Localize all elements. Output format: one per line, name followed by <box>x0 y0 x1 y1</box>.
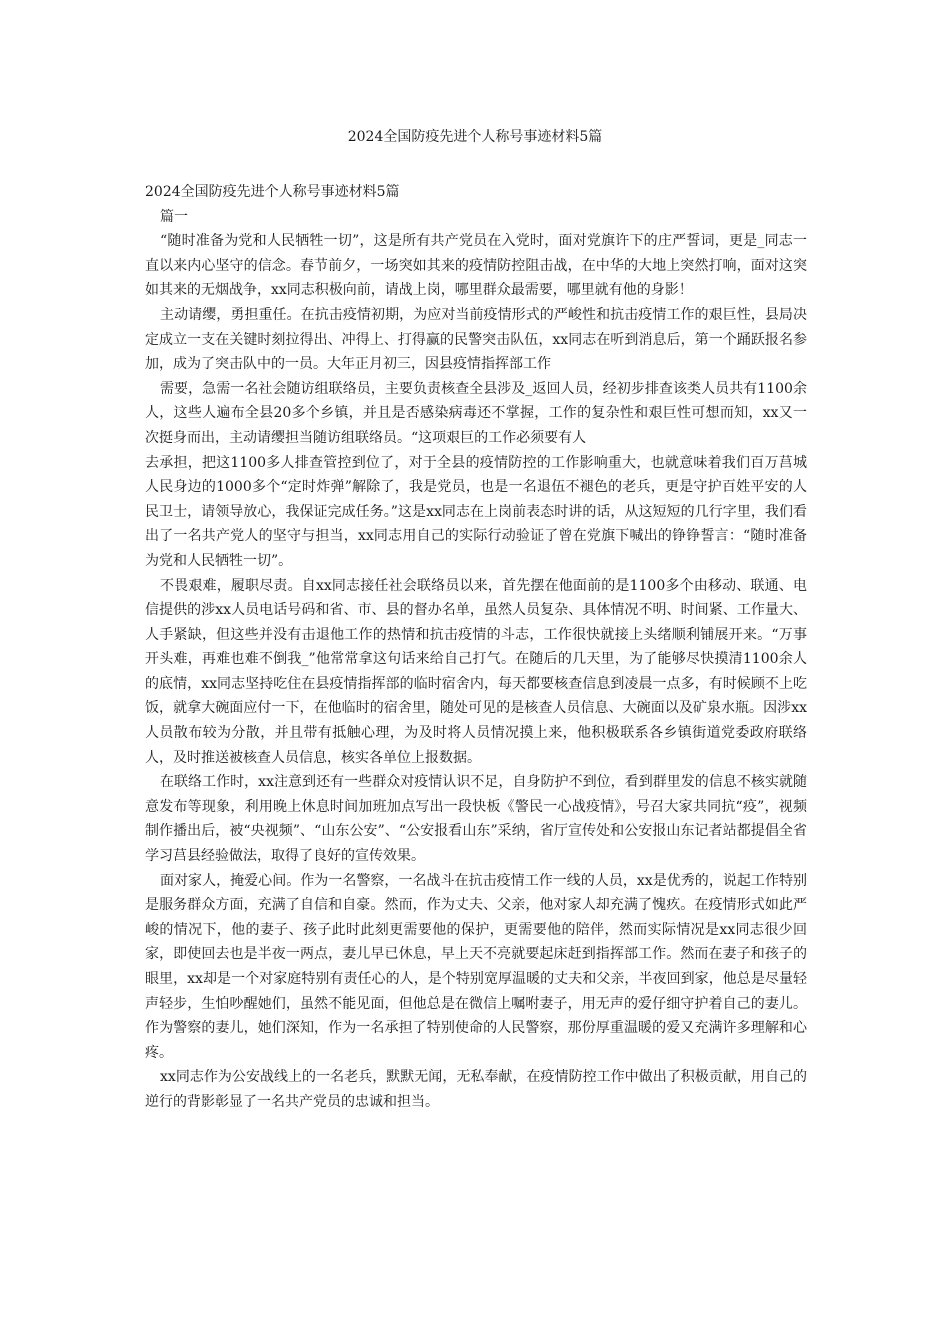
paragraph: 主动请缨，勇担重任。在抗击疫情初期，为应对当前疫情形式的严峻性和抗击疫情工作的艰巨性，县局决定成立一支在关键时刻拉得出、冲得上、打得赢的民警突击队伍，xx同志在听到消息后，第一个踊跃报名参加，成为了突击队中的一员。大年正月初三，因县疫情指挥部工作 <box>145 306 807 373</box>
paragraph: “随时准备为党和人民牺牲一切”，这是所有共产党员在入党时，面对党旗许下的庄严誓词，更是_同志一直以来内心坚守的信念。春节前夕，一场突如其来的疫情防控阻击战，在中华的大地上突然打响，面对这突如其来的无烟战争，xx同志积极向前，请战上岗，哪里群众最需要，哪里就有他的身影！ <box>145 233 807 299</box>
section-heading: 篇一 <box>160 208 188 225</box>
document-title: 2024全国防疫先进个人称号事迹材料5篇 <box>347 129 603 145</box>
paragraph: xx同志作为公安战线上的一名老兵，默默无闻，无私奉献，在疫情防控工作中做出了积极贡献，用自己的逆行的背影彰显了一名共产党员的忠诚和担当。 <box>145 1069 807 1110</box>
paragraph: 在联络工作时，xx注意到还有一些群众对疫情认识不足，自身防护不到位，看到群里发的信息不核实就随意发布等现象，利用晚上休息时间加班加点写出一段快板《警民一心战疫情》，号召大家共同抗“疫”，视频制作播出后，被“央视频”、“山东公安”、“公安报看山东”采纳，省厅宣传处和公安报山东记者站都提倡全省学习莒县经验做法，取得了良好的宣传效果。 <box>145 774 807 865</box>
document-body <box>145 180 807 1115</box>
paragraph: 需要，急需一名社会随访组联络员，主要负责核查全县涉及_返回人员，经初步排查该类人员共有1100余人，这些人遍布全县20多个乡镇，并且是否感染病毒还不掌握，工作的复杂性和艰巨性可想而知，xx又一次挺身而出，主动请缨担当随访组联络员。“这项艰巨的工作必须要有人 <box>145 380 807 446</box>
paragraph: 不畏艰难，履职尽责。自xx同志接任社会联络员以来，首先摆在他面前的是1100多个由移动、联通、电信提供的涉xx人员电话号码和省、市、县的督办名单，虽然人员复杂、具体情况不明、时间紧、工作量大、人手紧缺，但这些并没有击退他工作的热情和抗击疫情的斗志，工作很快就接上头绪顺利铺展开来。“万事开头难，再难也难不倒我_”他常常拿这句话来给自己打气。在随后的几天里，为了能够尽快摸清1100余人的底情，xx同志坚持吃住在县疫情指挥部的临时宿舍内，每天都要核查信息到凌晨一点多，有时候顾不上吃饭，就拿大碗面应付一下，在他临时的宿舍里，随处可见的是核查人员信息、大碗面以及矿泉水瓶。因涉xx人员散布较为分散，并且带有抵触心理，为及时将人员情况摸上来，他积极联系各乡镇街道党委政府联络人，及时推送被核查人员信息，核实各单位上报数据。 <box>145 577 807 766</box>
document-subtitle: 2024全国防疫先进个人称号事迹材料5篇 <box>145 184 400 200</box>
paragraph: 去承担，把这1100多人排查管控到位了，对于全县的疫情防控的工作影响重大，也就意味着我们百万莒城人民身边的1000多个“定时炸弹”解除了，我是党员，也是一名退伍不褪色的老兵，更是守护百姓平安的人民卫士，请领导放心，我保证完成任务。”这是xx同志在上岗前表态时讲的话，从这短短的几行字里，我们看出了一名共产党人的坚守与担当，xx同志用自己的实际行动验证了曾在党旗下喊出的铮铮誓言：“随时准备为党和人民牺牲一切”。 <box>145 454 807 569</box>
paragraph: 面对家人，掩爱心间。作为一名警察，一名战斗在抗击疫情工作一线的人员，xx是优秀的，说起工作特别是服务群众方面，充满了自信和自豪。然而，作为丈夫、父亲，他对家人却充满了愧疚。在疫情形式如此严峻的情况下，他的妻子、孩子此时此刻更需要他的保护，更需要他的陪伴，然而实际情况是xx同志很少回家，即使回去也是半夜一两点，妻儿早已休息，早上天不亮就要起床赶到指挥部工作。然而在妻子和孩子的眼里，xx却是一个对家庭特别有责任心的人，是个特别宽厚温暖的丈夫和父亲，半夜回到家，他总是尽量轻声轻步，生怕吵醒她们，虽然不能见面，但他总是在微信上嘱咐妻子，用无声的爱仔细守护着自己的妻儿。作为警察的妻儿，她们深知，作为一名承担了特别使命的人民警察，那份厚重温暖的爱又充满许多理解和心疼。 <box>145 872 807 1061</box>
